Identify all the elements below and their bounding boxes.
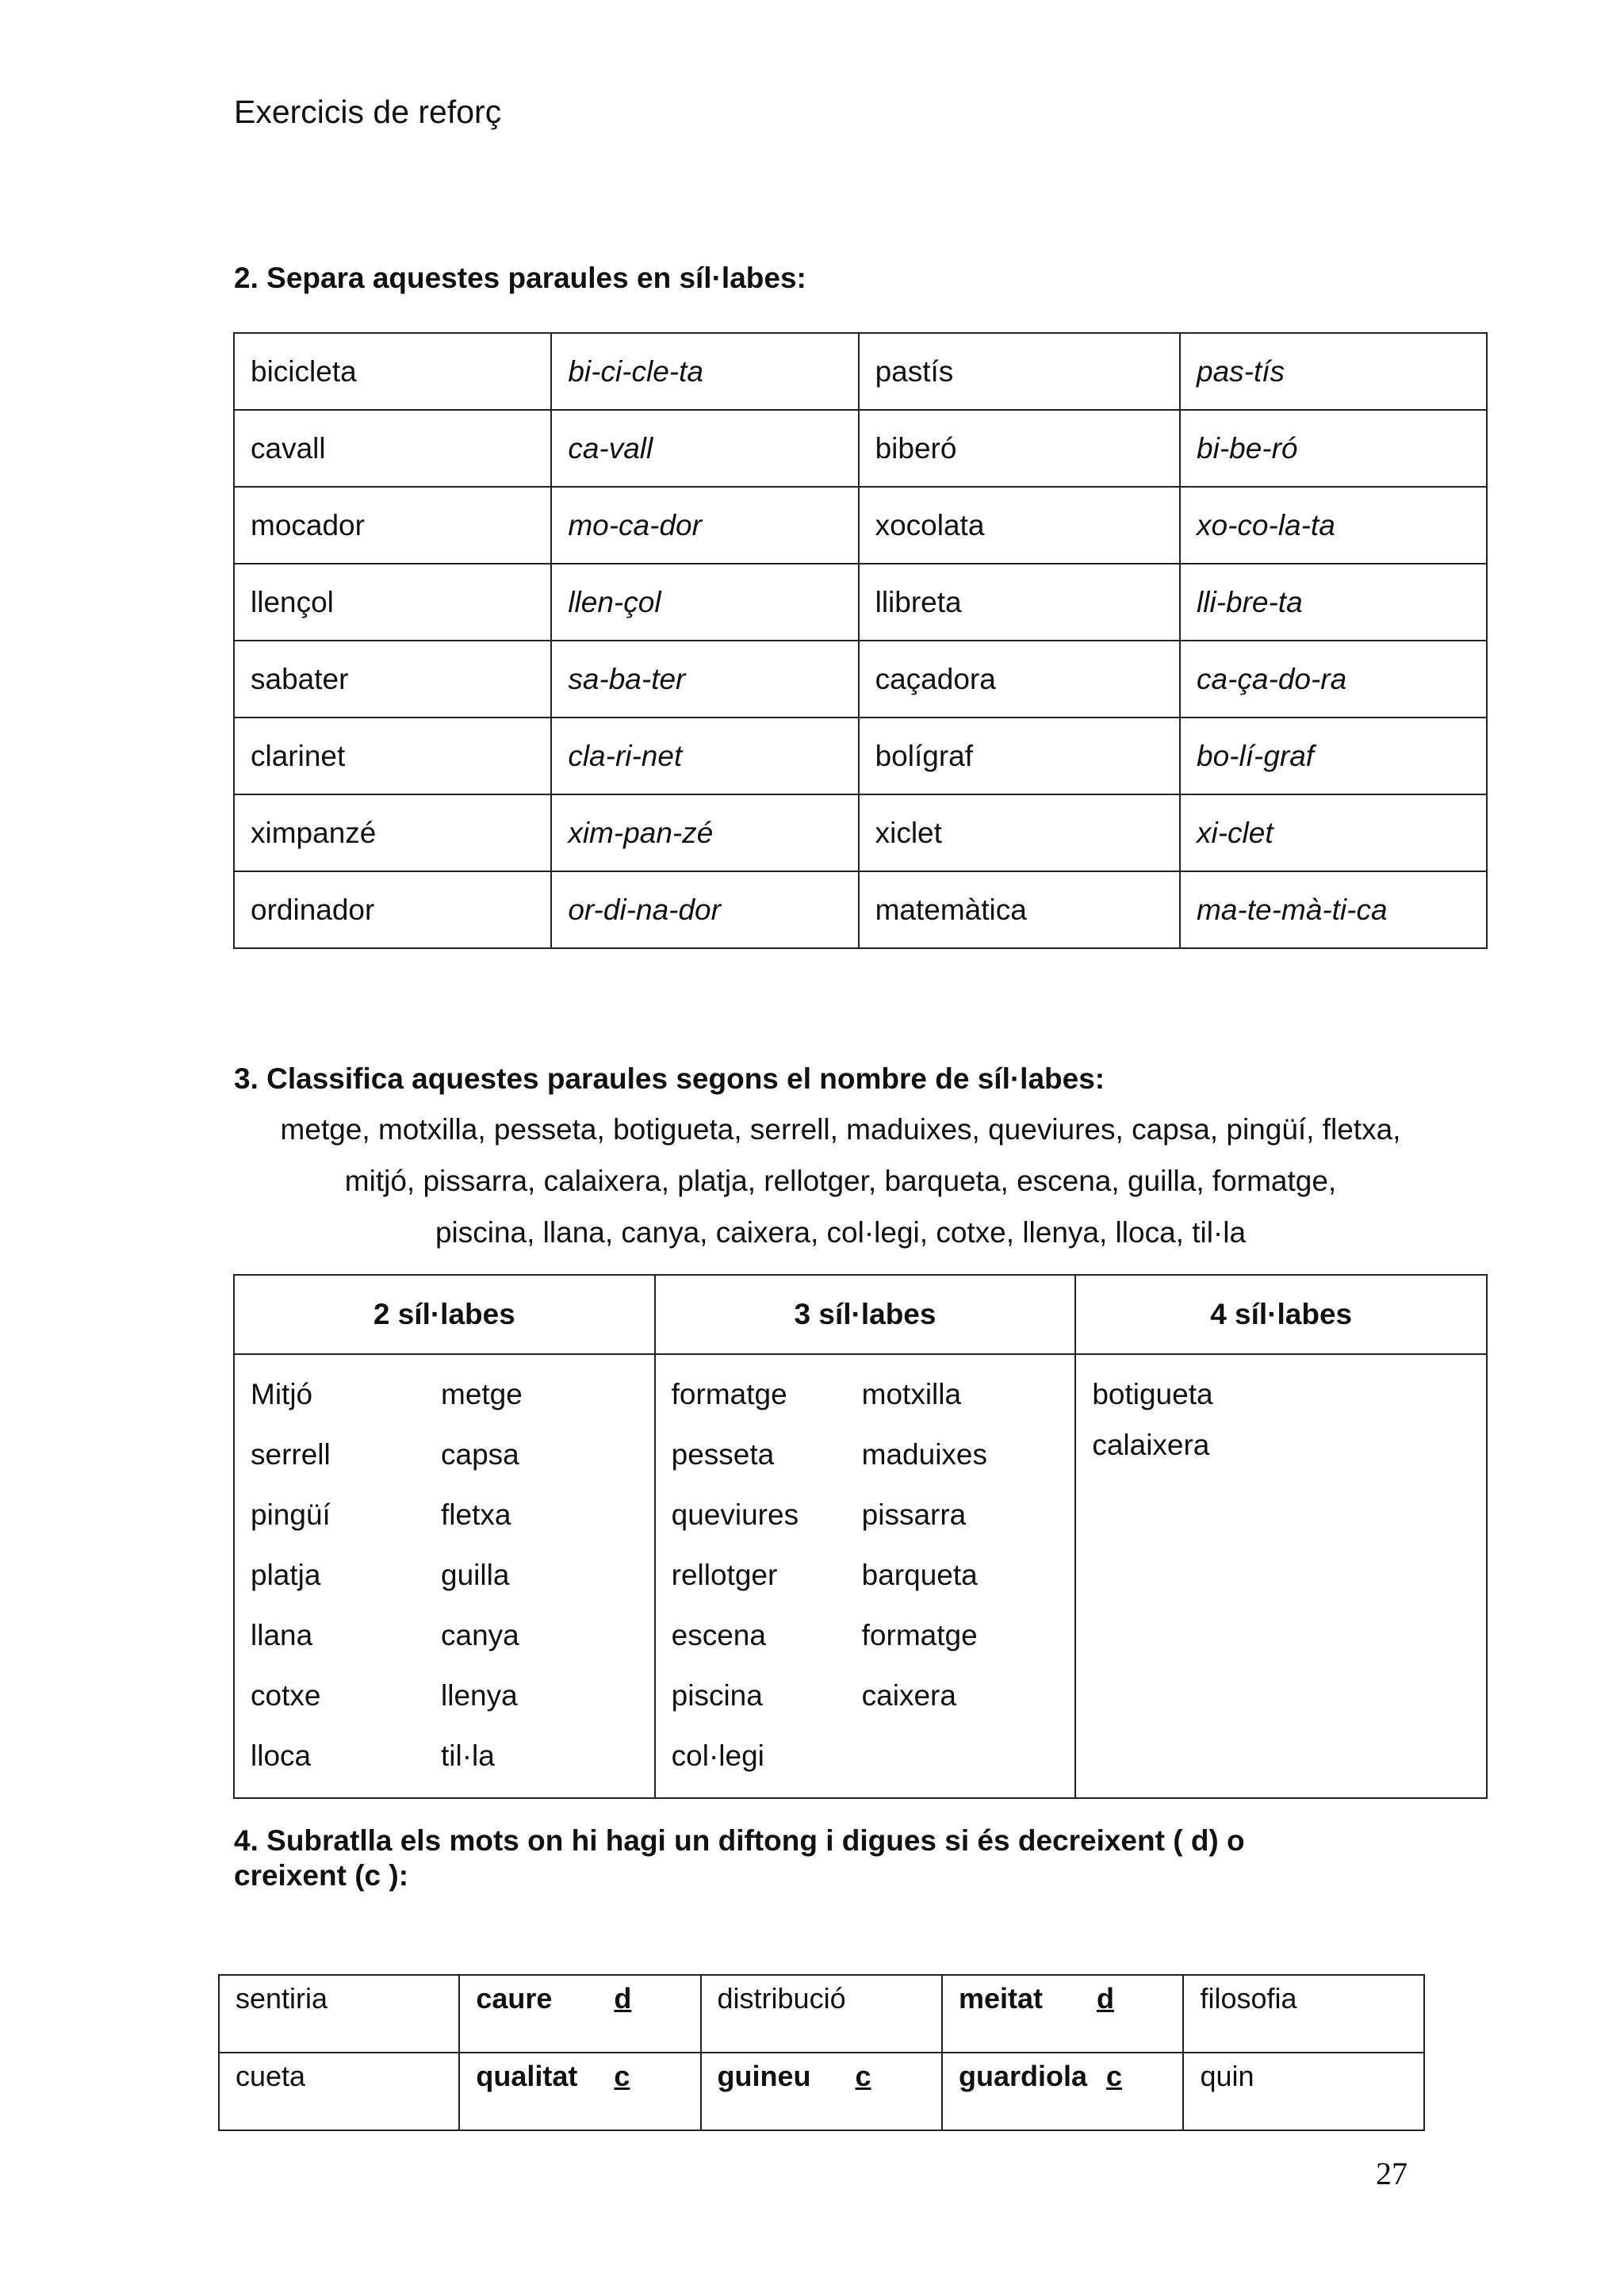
syllabified-word: xi-clet: [1180, 794, 1487, 871]
word-list-line: metge, motxilla, pesseta, botigueta, serrell, maduixes, queviures, capsa, pingüí, fletxa,: [280, 1113, 1401, 1146]
classified-word: pissarra: [861, 1498, 967, 1531]
classified-word: platja: [251, 1559, 321, 1591]
cell-word: filosofia: [1200, 1982, 1297, 2015]
cell-word: guardiola: [958, 2060, 1088, 2092]
classified-word: metge: [441, 1378, 523, 1410]
diphthong-type-mark: c: [614, 2060, 630, 2092]
cell-word: distribució: [717, 1982, 846, 2015]
diphthong-cell: [701, 1975, 942, 2053]
classified-word: canya: [441, 1619, 519, 1651]
word: mocador: [234, 487, 551, 564]
exercise-3-title: 3. Classifica aquestes paraules segons el nombre de síl·labes:: [234, 1062, 1105, 1095]
word: biberó: [859, 410, 1180, 487]
word: caçadora: [859, 641, 1180, 718]
diphthong-cell: [1183, 1975, 1424, 2053]
diphthong-type-mark: d: [614, 1982, 632, 2015]
classified-word: pingüí: [251, 1498, 331, 1531]
cell-word: guineu: [717, 2060, 811, 2092]
diphthong-table: [218, 1974, 1425, 2131]
diphthong-type-mark: c: [855, 2060, 871, 2092]
classified-word: capsa: [441, 1438, 519, 1471]
word: llibreta: [859, 564, 1180, 641]
word: bolígraf: [859, 718, 1180, 794]
diphthong-type-mark: d: [1096, 1982, 1114, 2015]
diphthong-cell: [219, 1975, 459, 2053]
cell-word: quin: [1200, 2060, 1254, 2092]
word: bicicleta: [234, 333, 551, 410]
classified-word: calaixera: [1092, 1429, 1210, 1461]
diphthong-cell: [459, 2053, 700, 2130]
four-syllable-cell: [1075, 1354, 1487, 1798]
classified-word: serrell: [251, 1438, 331, 1471]
syllabified-word: bo-lí-graf: [1180, 718, 1487, 794]
table-row: [234, 487, 1487, 564]
column-header: 4 síl·labes: [1075, 1275, 1487, 1354]
classified-word: motxilla: [861, 1378, 962, 1410]
syllabified-word: ca-ça-do-ra: [1180, 641, 1487, 718]
syllabified-word: sa-ba-ter: [551, 641, 858, 718]
word-list-line: mitjó, pissarra, calaixera, platja, rellotger, barqueta, escena, guilla, formatge,: [344, 1165, 1337, 1197]
word-list-line: piscina, llana, canya, caixera, col·legi, cotxe, llenya, lloca, til·la: [435, 1216, 1247, 1249]
exercise-4-title-line: creixent (c ):: [234, 1859, 409, 1892]
syllabified-word: bi-ci-cle-ta: [551, 333, 858, 410]
two-syllable-cell: [234, 1354, 655, 1798]
diphthong-type-mark: c: [1106, 2060, 1123, 2092]
diphthong-cell: [701, 2053, 942, 2130]
cell-word: caure: [476, 1982, 553, 2015]
word-list: [234, 1104, 1447, 1258]
classified-word: botigueta: [1092, 1378, 1213, 1410]
classified-word: [862, 1737, 1052, 1797]
page-header: Exercicis de reforç: [234, 94, 502, 130]
table-row: [234, 564, 1487, 641]
word: clarinet: [234, 718, 551, 794]
word: ordinador: [234, 871, 551, 948]
table-row: [234, 794, 1487, 871]
diphthong-cell: [1183, 2053, 1424, 2130]
table-row: [234, 333, 1487, 410]
three-syllable-cell: [655, 1354, 1076, 1798]
classified-word: caixera: [861, 1679, 956, 1712]
table-row: [234, 641, 1487, 718]
diphthong-cell: [459, 1975, 700, 2053]
classified-word: barqueta: [861, 1559, 978, 1591]
classified-word: rellotger: [671, 1559, 778, 1591]
word: pastís: [859, 333, 1180, 410]
syllabified-word: lli-bre-ta: [1180, 564, 1487, 641]
syllabified-word: cla-ri-net: [551, 718, 858, 794]
classified-word: col·legi: [671, 1739, 764, 1772]
syllabified-word: or-di-na-dor: [551, 871, 858, 948]
classified-word: formatge: [671, 1378, 787, 1410]
classified-word: llenya: [441, 1679, 518, 1712]
classified-word: piscina: [671, 1679, 763, 1712]
syllabified-word: xo-co-la-ta: [1180, 487, 1487, 564]
syllabified-word: ma-te-mà-ti-ca: [1180, 871, 1487, 948]
column-header: 2 síl·labes: [234, 1275, 655, 1354]
cell-word: sentiria: [236, 1982, 328, 2015]
word: sabater: [234, 641, 551, 718]
word: cavall: [234, 410, 551, 487]
classified-word: escena: [671, 1619, 766, 1651]
classified-word: queviures: [671, 1498, 799, 1531]
diphthong-cell: [942, 1975, 1183, 2053]
classified-word: lloca: [251, 1739, 312, 1772]
classified-word: guilla: [441, 1559, 510, 1591]
syllabified-word: ca-vall: [551, 410, 858, 487]
word: xiclet: [859, 794, 1180, 871]
classified-word: formatge: [861, 1619, 978, 1651]
classified-word: fletxa: [441, 1498, 511, 1531]
classified-word: maduixes: [861, 1438, 988, 1471]
exercise-4-title: [234, 1823, 1344, 1893]
column-header: 3 síl·labes: [655, 1275, 1076, 1354]
syllabified-word: xim-pan-zé: [551, 794, 858, 871]
syllabified-word: mo-ca-dor: [551, 487, 858, 564]
diphthong-cell: [219, 2053, 459, 2130]
table-row: [234, 410, 1487, 487]
page-number: 27: [1376, 2156, 1408, 2191]
exercise-2-title: 2. Separa aquestes paraules en síl·labes:: [234, 262, 806, 294]
cell-word: qualitat: [476, 2060, 578, 2092]
table-row: [219, 1975, 1424, 2053]
word: xocolata: [859, 487, 1180, 564]
classified-word: til·la: [441, 1739, 495, 1772]
table-row: [234, 718, 1487, 794]
word: matemàtica: [859, 871, 1180, 948]
exercise-4-title-line: 4. Subratlla els mots on hi hagi un diftong i digues si és decreixent ( d) o: [234, 1824, 1245, 1857]
table-row: [234, 871, 1487, 948]
classification-table: [233, 1274, 1488, 1799]
cell-word: cueta: [236, 2060, 306, 2092]
cell-word: meitat: [958, 1982, 1044, 2015]
syllabified-word: bi-be-ró: [1180, 410, 1487, 487]
classified-word: cotxe: [251, 1679, 321, 1712]
table-row: [219, 2053, 1424, 2130]
diphthong-cell: [942, 2053, 1183, 2130]
classified-word: llana: [251, 1619, 313, 1651]
word: ximpanzé: [234, 794, 551, 871]
syllable-table: [233, 332, 1488, 949]
word: llençol: [234, 564, 551, 641]
classified-word: pesseta: [671, 1438, 775, 1471]
syllabified-word: pas-tís: [1180, 333, 1487, 410]
classified-word: Mitjó: [251, 1378, 313, 1410]
syllabified-word: llen-çol: [551, 564, 858, 641]
